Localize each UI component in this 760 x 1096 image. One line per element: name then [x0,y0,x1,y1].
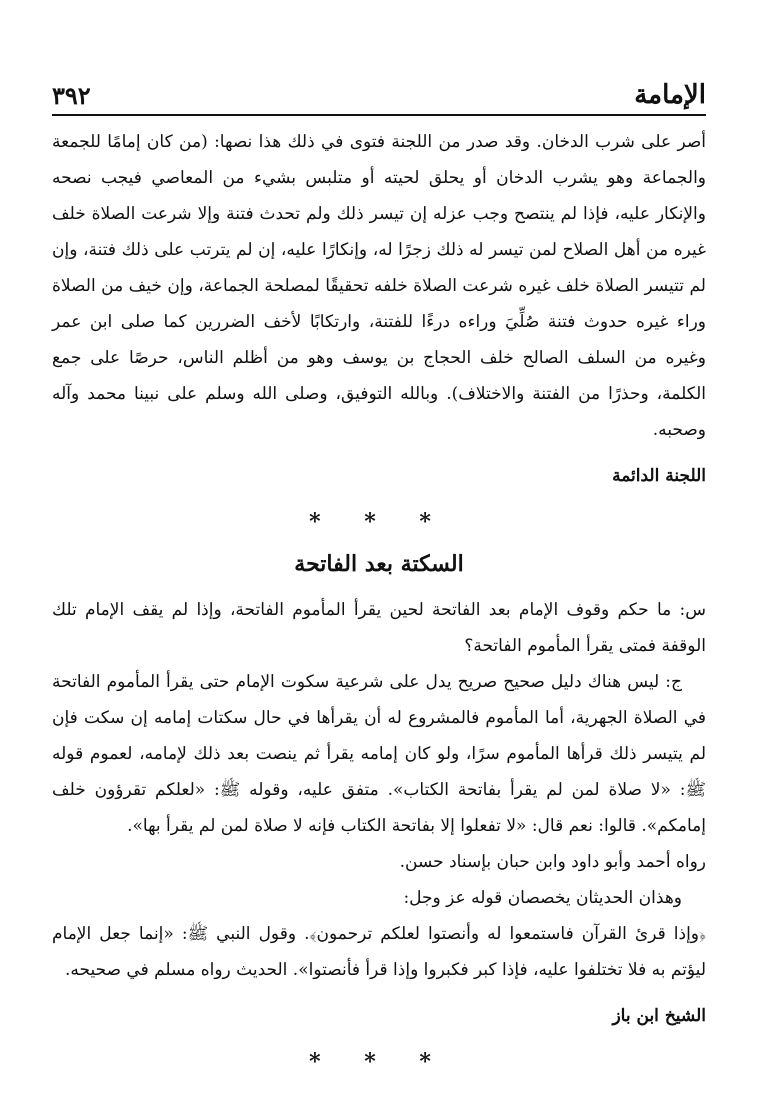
section-title: السكتة بعد الفاتحة [294,551,464,577]
end-divider: * * * [309,1049,449,1075]
answer-citation: رواه أحمد وأبو داود وابن حبان بإسناد حسن. [399,852,706,872]
running-title: الإمامة [634,80,706,110]
section-divider: * * * [309,509,449,535]
page-number: ٣٩٢ [52,81,91,110]
page-header [52,70,706,116]
question-paragraph: س: ما حكم وقوف الإمام بعد الفاتحة لحين يقرأ المأموم الفاتحة، وإذا لم يقف الإمام تلك الوقفة فمتى يقرأ المأموم الفاتحة؟ [52,600,706,656]
answer-transition: وهذان الحديثان يخصصان قوله عز وجل: [403,888,682,908]
fatwa-paragraph: أصر على شرب الدخان. وقد صدر من اللجنة فتوى في ذلك هذا نصها: (من كان إمامًا للجمعة والجماعة وهو يشرب الدخان أو يحلق لحيته أو متلبس بشيء من المعاصي فيجب نصحه والإنكار عليه، فإذا لم ينتصح وجب عزله إن تيسر ذلك ولم تحدث فتنة وإلا شرعت الصلاة خلف غيره من أهل الصلاح لمن تيسر له ذلك زجرًا له، وإنكارًا عليه، إن لم يترتب على ذلك فتنة، وإن لم تتيسر الصلاة خلف غيره شرعت الصلاة خلفه تحقيقًا لمصلحة الجماعة، وإن خيف من الصلاة وراء غيره حدوث فتنة صُلِّيَ وراءه درءًا للفتنة، وارتكابًا لأخف الضررين كما صلى ابن عمر وغيره من السلف الصالح خلف الحجاج بن يوسف وهو من أظلم الناس، حرصًا على جمع الكلمة، وحذرًا من الفتنة والاختلاف). وبالله التوفيق، وصلى الله وسلم على نبينا محمد وآله وصحبه. [52,132,706,440]
fatwa-signature: اللجنة الدائمة [612,466,706,486]
answer-verse-paragraph: ﴿وإذا قرئ القرآن فاستمعوا له وأنصتوا لعلكم ترحمون﴾. وقول النبي ﷺ: «إنما جعل الإمام ليؤتم به فلا تختلفوا عليه، فإذا كبر فكبروا وإذا قرأ فأنصتوا». الحديث رواه مسلم في صحيحه. [52,924,706,980]
answer-signature: الشيخ ابن باز [612,1006,706,1026]
answer-paragraph: ج: ليس هناك دليل صحيح صريح يدل على شرعية سكوت الإمام حتى يقرأ المأموم الفاتحة في الصلاة الجهرية، أما المأموم فالمشروع له أن يقرأها في حال سكتات إمامه إن سكت فإن لم يتيسر ذلك قرأها المأموم سرًا، ولو كان إمامه يقرأ ثم ينصت بعد ذلك لإمامه، لعموم قوله ﷺ: «لا صلاة لمن لم يقرأ بفاتحة الكتاب». متفق عليه، وقوله ﷺ: «لعلكم تقرؤون خلف إمامكم». قالوا: نعم قال: «لا تفعلوا إلا بفاتحة الكتاب فإنه لا صلاة لمن لم يقرأ بها». [52,672,706,836]
page-body [52,124,706,1080]
